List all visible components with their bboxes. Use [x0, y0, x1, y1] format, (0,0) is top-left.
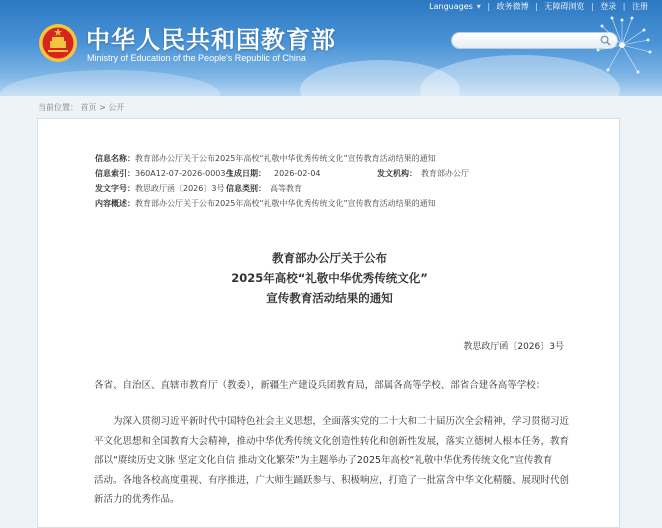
dandelion-decoration-icon: [572, 0, 662, 96]
meta-name-value: 教育部办公厅关于公布2025年高校“礼敬中华优秀传统文化”宣传教育活动结果的通知: [135, 154, 436, 163]
paragraph-line: 平文化思想和全国教育大会精神，推动中华优秀传统文化创造性转化和创新性发展，落实立德树人根本任务，教育: [94, 435, 570, 447]
accessibility-link[interactable]: 无障碍浏览: [544, 2, 585, 11]
meta-category-value: 高等教育: [270, 184, 302, 193]
document-title-line: 2025年高校“礼敬中华优秀传统文化”: [231, 271, 428, 285]
paragraph-line: 活动。各地各校高度重视、有序推进，广大师生踊跃参与、积极响应，打造了一批富含中华文化精髓、展现时代创: [94, 474, 570, 486]
meta-row-date: [226, 168, 321, 179]
breadcrumb-public-link[interactable]: 公开: [108, 103, 125, 112]
login-link[interactable]: 登录: [600, 2, 617, 11]
article-panel: [37, 118, 620, 528]
meta-summary-value: 教育部办公厅关于公布2025年高校“礼敬中华优秀传统文化”宣传教育活动结果的通知: [135, 199, 436, 208]
separator: |: [590, 2, 594, 11]
breadcrumb-prefix: 当前位置：: [38, 103, 78, 112]
document-number: 教思政厅函〔2026〕3号: [463, 342, 564, 352]
meta-index-value: 360A12-07-2026-0003-1: [135, 169, 234, 178]
paragraph-line: 部以“赓续历史文脉 坚定文化自信 推动文化繁荣”为主题举办了2025年高校“礼敬中华优秀传统文化”宣传教育: [94, 455, 553, 466]
meta-row-category: [226, 183, 302, 194]
breadcrumb-home-link[interactable]: 首页: [80, 103, 97, 112]
breadcrumb-separator: >: [99, 103, 106, 112]
dropdown-arrow-icon: ▾: [476, 2, 481, 11]
meta-row-name: [95, 153, 436, 164]
meta-row-summary: [95, 198, 436, 209]
separator: |: [535, 2, 538, 11]
paragraph-line: 新活力的优秀作品。: [94, 494, 180, 505]
meta-category-label: 信息类别：: [226, 184, 266, 193]
site-header: [0, 0, 662, 96]
meta-row-index: [95, 168, 233, 179]
meta-docno-label: 发文字号：: [95, 184, 135, 193]
meta-row-org: [377, 168, 469, 179]
meta-row-docno: [95, 183, 224, 194]
register-link[interactable]: 注册: [632, 2, 648, 11]
meta-summary-label: 内容概述：: [95, 199, 135, 208]
meta-name-label: 信息名称：: [95, 154, 135, 163]
national-emblem-icon: [38, 22, 78, 64]
meta-org-label: 发文机构：: [377, 169, 417, 178]
meta-docno-value: 教思政厅函〔2026〕3号: [135, 184, 225, 193]
site-title-english: Ministry of Education of the People's Republic of China: [87, 53, 306, 63]
meta-index-label: 信息索引：: [95, 169, 135, 178]
document-paragraph: [94, 412, 569, 510]
meta-org-value: 教育部办公厅: [421, 169, 469, 178]
document-title-line: 宣传教育活动结果的通知: [266, 291, 393, 305]
languages-link[interactable]: Languages: [429, 2, 473, 11]
document-title-line: 教育部办公厅关于公布: [272, 251, 387, 265]
site-title: 中华人民共和国教育部: [86, 26, 336, 54]
separator: |: [622, 2, 626, 11]
meta-date-value: 2026-02-04: [274, 169, 321, 178]
weibo-link[interactable]: 政务微博: [496, 2, 529, 11]
document-addressee: 各省、自治区、直辖市教育厅（教委），新疆生产建设兵团教育局，部属各高等学校、部省合建各高等学校：: [94, 380, 546, 391]
breadcrumb: [38, 102, 124, 113]
paragraph-line: 为深入贯彻习近平新时代中国特色社会主义思想，全面落实党的二十大和二十届历次全会精神，学习贯彻习近: [113, 416, 570, 427]
header-cloud: [0, 70, 220, 96]
meta-date-label: 生成日期：: [226, 169, 266, 178]
separator: |: [487, 2, 491, 11]
